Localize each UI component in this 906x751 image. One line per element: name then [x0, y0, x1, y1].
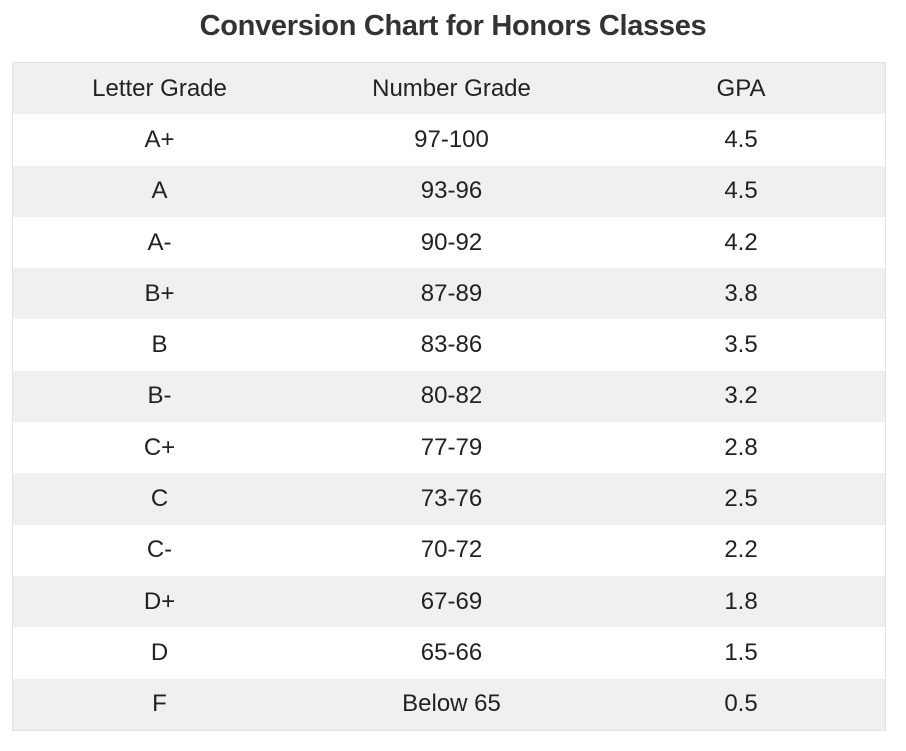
table-body	[13, 114, 885, 730]
conversion-table-container	[12, 62, 886, 731]
gpa-cell: 0.5	[597, 679, 885, 730]
gpa-cell: 4.2	[597, 217, 885, 268]
table-row	[13, 473, 885, 524]
gpa-cell: 2.8	[597, 422, 885, 473]
table-row	[13, 422, 885, 473]
table-row	[13, 679, 885, 730]
letter-grade-cell: C+	[13, 422, 306, 473]
number-grade-cell: 90-92	[306, 217, 597, 268]
letter-grade-cell: B+	[13, 268, 306, 319]
number-grade-cell: 93-96	[306, 166, 597, 217]
letter-grade-cell: C	[13, 473, 306, 524]
number-grade-cell: Below 65	[306, 679, 597, 730]
number-grade-cell: 97-100	[306, 114, 597, 165]
table-row	[13, 114, 885, 165]
number-grade-cell: 77-79	[306, 422, 597, 473]
table-row	[13, 217, 885, 268]
table-row	[13, 319, 885, 370]
letter-grade-cell: A+	[13, 114, 306, 165]
table-row	[13, 576, 885, 627]
letter-grade-cell: D	[13, 627, 306, 678]
table-row	[13, 627, 885, 678]
gpa-cell: 3.5	[597, 319, 885, 370]
number-grade-cell: 80-82	[306, 371, 597, 422]
gpa-cell: 3.8	[597, 268, 885, 319]
header-gpa: GPA	[597, 63, 885, 114]
table-row	[13, 371, 885, 422]
number-grade-cell: 67-69	[306, 576, 597, 627]
letter-grade-cell: A	[13, 166, 306, 217]
gpa-cell: 2.2	[597, 525, 885, 576]
gpa-cell: 1.5	[597, 627, 885, 678]
gpa-cell: 1.8	[597, 576, 885, 627]
table-row	[13, 166, 885, 217]
number-grade-cell: 65-66	[306, 627, 597, 678]
gpa-cell: 4.5	[597, 114, 885, 165]
header-number-grade: Number Grade	[306, 63, 597, 114]
letter-grade-cell: D+	[13, 576, 306, 627]
letter-grade-cell: F	[13, 679, 306, 730]
letter-grade-cell: A-	[13, 217, 306, 268]
number-grade-cell: 70-72	[306, 525, 597, 576]
number-grade-cell: 73-76	[306, 473, 597, 524]
letter-grade-cell: B-	[13, 371, 306, 422]
table-header	[13, 63, 885, 114]
page-title: Conversion Chart for Honors Classes	[199, 10, 707, 42]
letter-grade-cell: C-	[13, 525, 306, 576]
number-grade-cell: 87-89	[306, 268, 597, 319]
header-row	[13, 63, 885, 114]
number-grade-cell: 83-86	[306, 319, 597, 370]
table-row	[13, 525, 885, 576]
letter-grade-cell: B	[13, 319, 306, 370]
table-row	[13, 268, 885, 319]
conversion-table	[13, 63, 885, 730]
header-letter-grade: Letter Grade	[13, 63, 306, 114]
gpa-cell: 4.5	[597, 166, 885, 217]
gpa-cell: 3.2	[597, 371, 885, 422]
gpa-cell: 2.5	[597, 473, 885, 524]
